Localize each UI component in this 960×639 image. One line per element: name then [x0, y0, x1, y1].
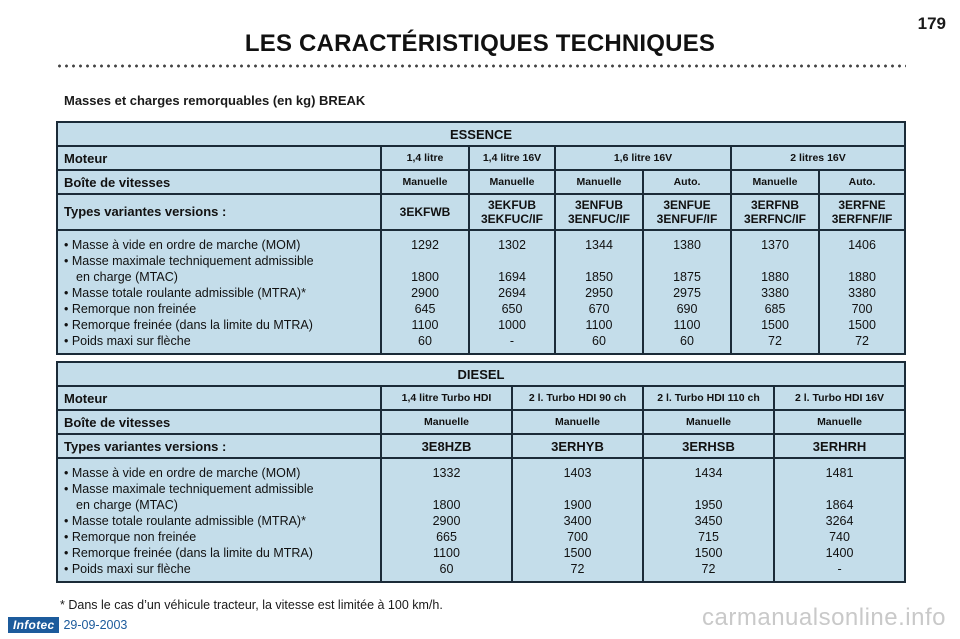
diesel-engine-row: [57, 386, 905, 410]
value-cell: -: [837, 562, 842, 576]
value-column: [381, 230, 469, 354]
type-cell: [555, 194, 643, 230]
value-cell: 60: [592, 334, 606, 348]
value-cell: 645: [414, 302, 436, 316]
value-cell: 1403: [563, 466, 592, 480]
value-cell: 1100: [433, 546, 460, 560]
value-cell: 700: [567, 530, 588, 544]
value-cell: 1100: [673, 318, 701, 332]
value-cell: 1950: [694, 498, 723, 512]
watermark: carmanualsonline.info: [702, 604, 946, 631]
diesel-title-row: [57, 362, 905, 386]
label-mtra: • Masse totale roulante admissible (MTRA)*: [64, 286, 306, 300]
value-cell: -: [509, 334, 515, 348]
value-cell: 3400: [563, 514, 592, 528]
gearbox-cell: Manuelle: [381, 410, 512, 434]
label-non-freinee: • Remorque non freinée: [64, 530, 197, 544]
gearbox-cell: Manuelle: [774, 410, 905, 434]
value-column: [512, 458, 643, 582]
value-cell: 1880: [761, 270, 789, 284]
label-mtac: • Masse maximale techniquement admissible: [64, 482, 314, 496]
label-freinee: • Remorque freinée (dans la limite du MTRA): [64, 318, 313, 332]
value-column: [774, 458, 905, 582]
engine-cell: 2 l. Turbo HDI 16V: [774, 386, 905, 410]
type-code: 3ENFUF/IF: [656, 212, 718, 226]
value-cell: 1380: [673, 238, 701, 252]
value-cell: 1344: [585, 238, 613, 252]
engine-cell: 1,4 litre 16V: [469, 146, 555, 170]
value-cell: 1100: [411, 318, 439, 332]
row-labels-column: [57, 230, 381, 354]
diesel-title: DIESEL: [57, 362, 905, 386]
essence-title: ESSENCE: [57, 122, 905, 146]
value-cell: 1900: [563, 498, 592, 512]
value-cell: 1292: [411, 238, 439, 252]
row-label-types: Types variantes versions :: [57, 194, 381, 230]
value-cell: 1800: [432, 498, 461, 512]
value-cell: 1100: [585, 318, 613, 332]
type-cell: 3E8HZB: [381, 434, 512, 458]
engine-cell: 2 l. Turbo HDI 90 ch: [512, 386, 643, 410]
type-code: 3EKFUB: [487, 198, 536, 212]
row-labels-column: [57, 458, 381, 582]
diesel-values-row: [57, 458, 905, 582]
row-label-boite: Boîte de vitesses: [57, 170, 381, 194]
label-non-freinee: • Remorque non freinée: [64, 302, 197, 316]
label-freinee: • Remorque freinée (dans la limite du MTRA): [64, 546, 313, 560]
diesel-gearbox-row: [57, 410, 905, 434]
print-date: 29-09-2003: [63, 618, 128, 632]
value-column: [469, 230, 555, 354]
type-cell: [469, 194, 555, 230]
type-code: 3ERFNF/IF: [831, 212, 893, 226]
value-column: [643, 458, 774, 582]
gearbox-cell: Manuelle: [381, 170, 469, 194]
engine-cell: 1,4 litre: [381, 146, 469, 170]
value-cell: 60: [418, 334, 432, 348]
essence-types-row: [57, 194, 905, 230]
value-column: [643, 230, 731, 354]
type-cell: 3ERHRH: [774, 434, 905, 458]
type-cell: [819, 194, 905, 230]
essence-engine-row: [57, 146, 905, 170]
value-cell: 72: [855, 334, 869, 348]
value-cell: 3380: [761, 286, 789, 300]
value-cell: 1875: [673, 270, 701, 284]
value-cell: 1864: [825, 498, 854, 512]
value-cell: 1481: [825, 466, 854, 480]
type-code: 3ERFNC/IF: [743, 212, 806, 226]
value-cell: 1500: [848, 318, 876, 332]
essence-values-row: [57, 230, 905, 354]
value-cell: 3450: [694, 514, 723, 528]
gearbox-cell: Auto.: [643, 170, 731, 194]
label-fleche: • Poids maxi sur flèche: [64, 562, 191, 576]
engine-cell: 2 l. Turbo HDI 110 ch: [643, 386, 774, 410]
value-cell: 670: [588, 302, 610, 316]
type-code: 3ERFNB: [750, 198, 799, 212]
type-code: 3ENFUB: [574, 198, 623, 212]
value-cell: 72: [768, 334, 782, 348]
value-cell: 1000: [498, 318, 526, 332]
type-cell: [381, 194, 469, 230]
gearbox-cell: Manuelle: [555, 170, 643, 194]
type-cell: [731, 194, 819, 230]
value-cell: 685: [764, 302, 786, 316]
value-column: [555, 230, 643, 354]
value-column: [819, 230, 905, 354]
row-label-moteur: Moteur: [57, 146, 381, 170]
type-code: 3ENFUE: [663, 198, 711, 212]
footer-brand: [8, 617, 127, 633]
gearbox-cell: Manuelle: [469, 170, 555, 194]
value-cell: 700: [851, 302, 873, 316]
value-cell: 3380: [848, 286, 876, 300]
value-cell: 1500: [563, 546, 592, 560]
diesel-types-row: [57, 434, 905, 458]
value-column: [381, 458, 512, 582]
diesel-table: [56, 361, 906, 583]
value-cell: 2975: [673, 286, 701, 300]
label-mtac: • Masse maximale techniquement admissible: [64, 254, 314, 268]
value-cell: 1500: [694, 546, 723, 560]
label-mom: • Masse à vide en ordre de marche (MOM): [64, 238, 301, 252]
value-cell: 715: [698, 530, 719, 544]
label-mtac-2: en charge (MTAC): [76, 498, 178, 512]
type-code: 3EKFUC/IF: [480, 212, 543, 226]
engine-cell: 1,6 litre 16V: [555, 146, 731, 170]
value-cell: 1434: [694, 466, 723, 480]
label-fleche: • Poids maxi sur flèche: [64, 334, 191, 348]
value-cell: 2950: [585, 286, 613, 300]
type-code: 3EKFWB: [399, 205, 451, 219]
row-label-moteur: Moteur: [57, 386, 381, 410]
value-cell: 1694: [498, 270, 526, 284]
value-cell: 3264: [825, 514, 854, 528]
gearbox-cell: Manuelle: [731, 170, 819, 194]
gearbox-cell: Auto.: [819, 170, 905, 194]
page-number: 179: [917, 14, 946, 33]
value-cell: 690: [676, 302, 698, 316]
value-cell: 72: [570, 562, 585, 576]
infotec-logo: Infotec: [8, 617, 59, 633]
value-cell: 2694: [498, 286, 526, 300]
value-cell: 650: [501, 302, 523, 316]
section-title: Masses et charges remorquables (en kg) BREAK: [64, 93, 366, 108]
type-code: 3ERFNE: [838, 198, 886, 212]
value-cell: 60: [439, 562, 454, 576]
row-label-boite: Boîte de vitesses: [57, 410, 381, 434]
essence-title-row: [57, 122, 905, 146]
value-cell: 1400: [825, 546, 854, 560]
label-mtra: • Masse totale roulante admissible (MTRA)*: [64, 514, 306, 528]
engine-cell: 2 litres 16V: [731, 146, 905, 170]
gearbox-cell: Manuelle: [512, 410, 643, 434]
type-cell: 3ERHYB: [512, 434, 643, 458]
value-cell: 665: [436, 530, 457, 544]
value-cell: 1406: [848, 238, 876, 252]
dotted-divider: [56, 64, 906, 68]
page-title: LES CARACTÉRISTIQUES TECHNIQUES: [244, 30, 716, 57]
value-column: [731, 230, 819, 354]
type-cell: 3ERHSB: [643, 434, 774, 458]
label-mom: • Masse à vide en ordre de marche (MOM): [64, 466, 301, 480]
essence-gearbox-row: [57, 170, 905, 194]
type-code: 3ENFUC/IF: [567, 212, 630, 226]
row-label-types: Types variantes versions :: [57, 434, 381, 458]
value-cell: 1302: [498, 238, 526, 252]
value-cell: 60: [680, 334, 694, 348]
label-mtac-2: en charge (MTAC): [76, 270, 178, 284]
engine-cell: 1,4 litre Turbo HDI: [381, 386, 512, 410]
value-cell: 72: [701, 562, 716, 576]
value-cell: 2900: [411, 286, 439, 300]
value-cell: 1850: [585, 270, 613, 284]
footnote: * Dans le cas d’un véhicule tracteur, la vitesse est limitée à 100 km/h.: [60, 598, 443, 612]
value-cell: 2900: [432, 514, 461, 528]
gearbox-cell: Manuelle: [643, 410, 774, 434]
value-cell: 1332: [432, 466, 461, 480]
value-cell: 1370: [761, 238, 789, 252]
value-cell: 1500: [761, 318, 789, 332]
value-cell: 740: [829, 530, 850, 544]
value-cell: 1880: [848, 270, 876, 284]
essence-table: [56, 121, 906, 355]
value-cell: 1800: [411, 270, 439, 284]
type-cell: [643, 194, 731, 230]
